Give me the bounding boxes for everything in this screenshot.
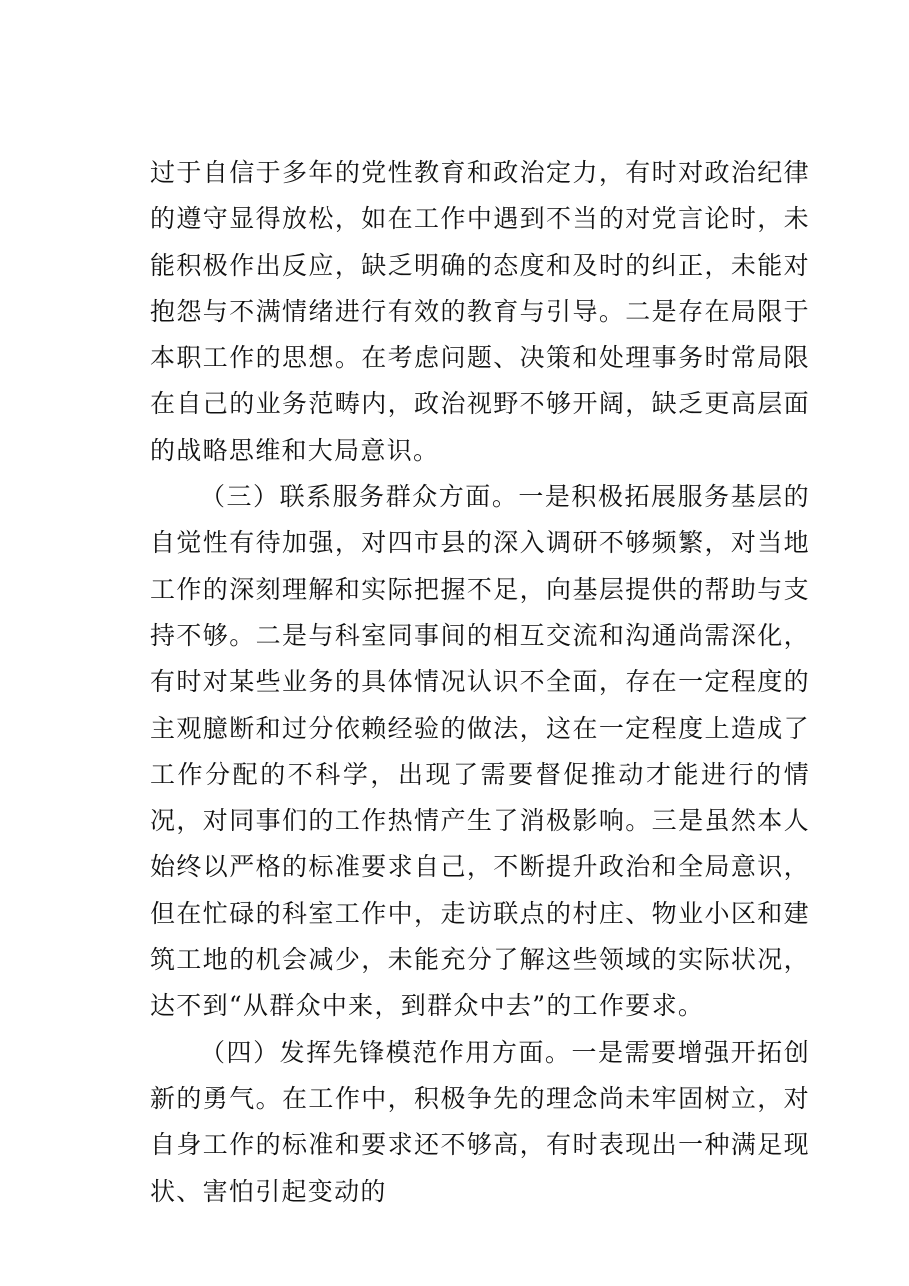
paragraph-2	[150, 474, 810, 1030]
paragraph-3-text: 一是需要增强开拓创新的勇气。在工作中，积极争先的理念尚未牢固树立，对自身工作的标准和要求还不够高，有时表现出一种满足现状、害怕引起变动的	[150, 1037, 811, 1206]
paragraph-1-text: 过于自信于多年的党性教育和政治定力，有时对政治纪律的遵守显得放松，如在工作中遇到不当的对党言论时，未能积极作出反应，缺乏明确的态度和及时的纠正，未能对抱怨与不满情绪进行有效的教育与引导。二是存在局限于本职工作的思想。在考虑问题、决策和处理事务时常局限在自己的业务范畴内，政治视野不够开阔，缺乏更高层面的战略思维和大局意识。	[150, 158, 810, 465]
paragraph-2-text: 一是积极拓展服务基层的自觉性有待加强，对四市县的深入调研不够频繁，对当地工作的深刻理解和实际把握不足，向基层提供的帮助与支持不够。二是与科室同事间的相互交流和沟通尚需深化，有时对某些业务的具体情况认识不全面，存在一定程度的主观臆断和过分依赖经验的做法，这在一定程度上造成了工作分配的不科学，出现了需要督促推动才能进行的情况，对同事们的工作热情产生了消极影响。三是虽然本人始终以严格的标准要求自己，不断提升政治和全局意识，但在忙碌的科室工作中，走访联点的村庄、物业小区和建筑工地的机会减少，未能充分了解这些领域的实际状况，达不到“从群众中来，到群众中去”的工作要求。	[150, 482, 810, 1021]
paragraph-3-heading: （四）发挥先锋模范作用方面。	[200, 1037, 572, 1067]
paragraph-1	[150, 150, 810, 474]
document-body	[150, 150, 810, 1215]
paragraph-3	[150, 1030, 810, 1215]
paragraph-2-heading: （三）联系服务群众方面。	[200, 482, 519, 512]
